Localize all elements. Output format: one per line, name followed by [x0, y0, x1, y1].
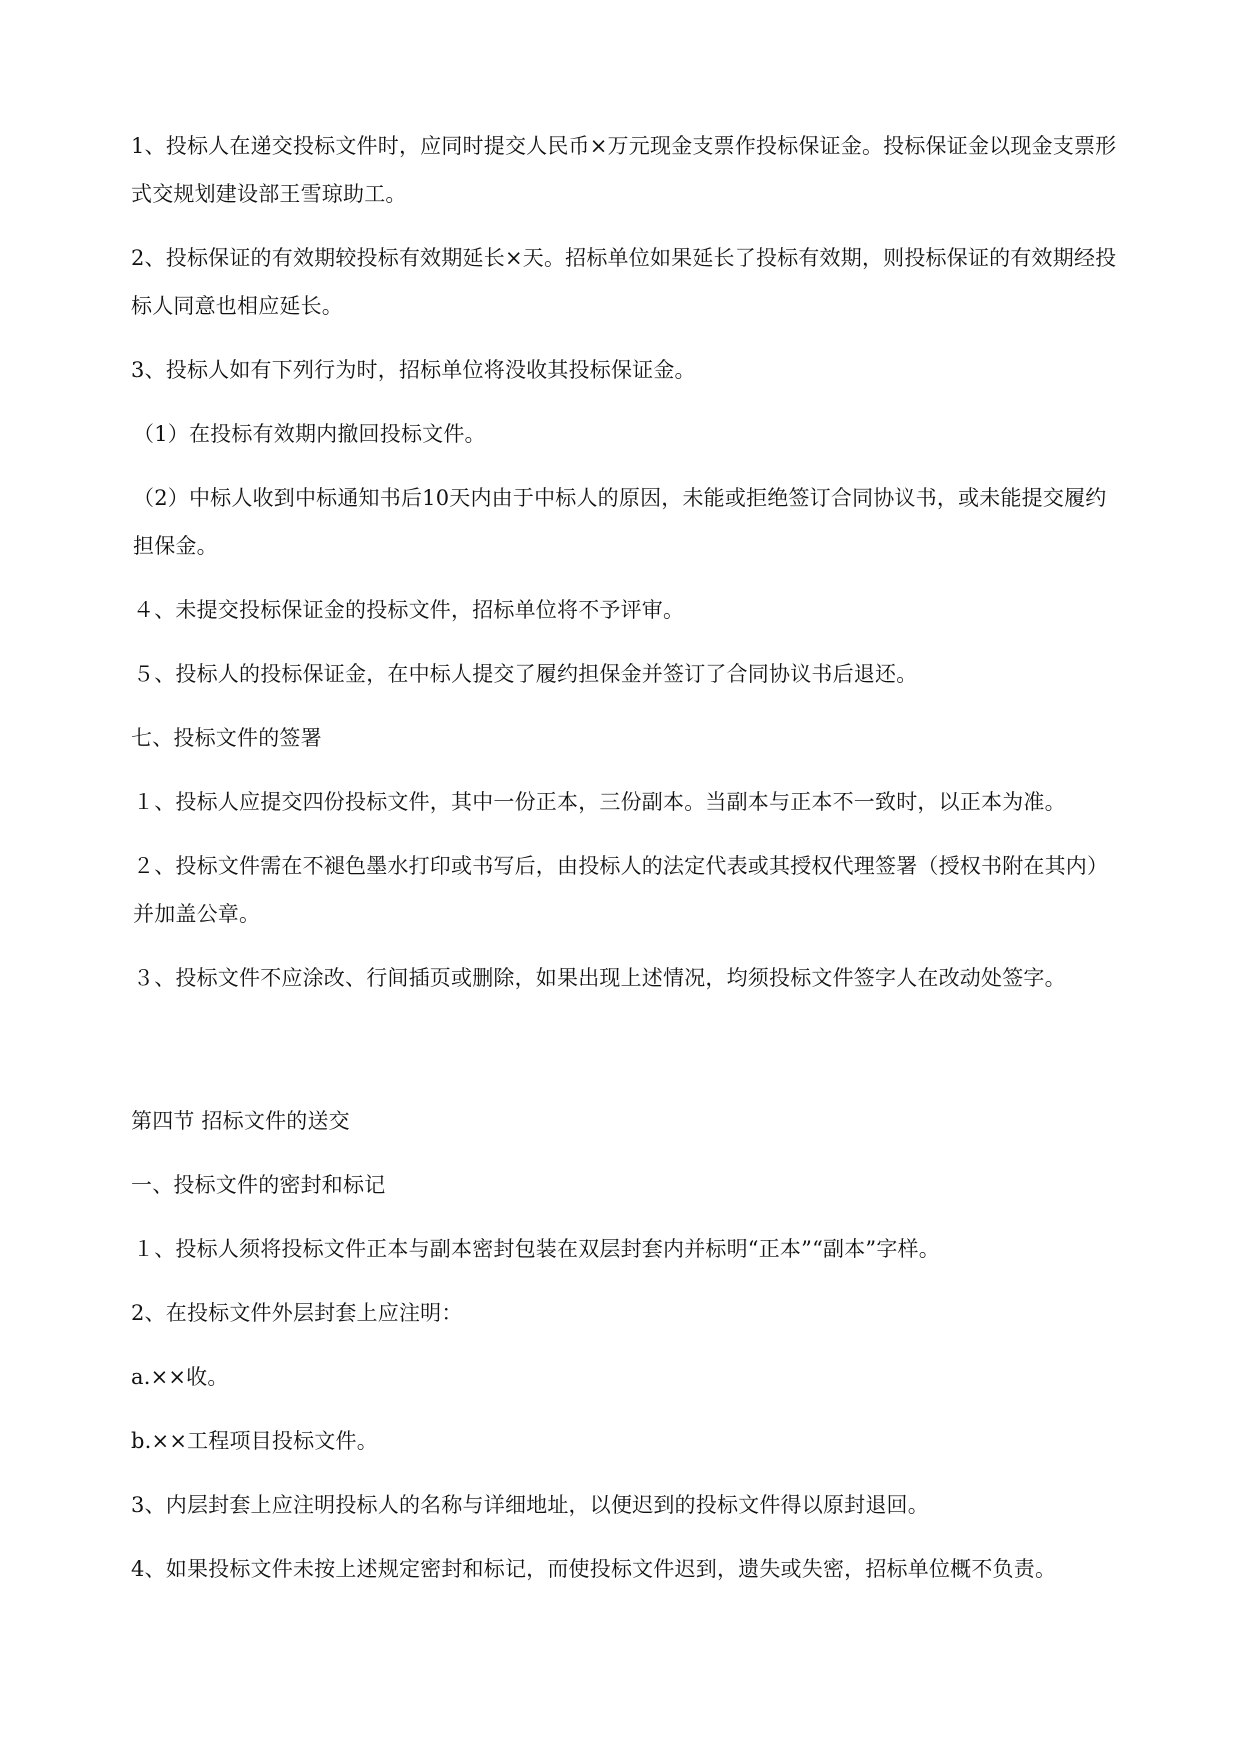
paragraph-outer-envelope: 2、在投标文件外层封套上应注明： [131, 1301, 463, 1325]
section-heading-signing: 七、投标文件的签署 [131, 726, 322, 750]
list-item-a: a.××收。 [131, 1365, 229, 1389]
paragraph-deposit-validity: 2、投标保证的有效期较投标有效期延长×天。招标单位如果延长了投标有效期，则投标保证的有效期经投标人同意也相应延长。 [131, 246, 1117, 318]
paragraph-signature: ２、投标文件需在不褪色墨水打印或书写后，由投标人的法定代表或其授权代理签署（授权书附在其内）并加盖公章。 [133, 854, 1109, 926]
list-item-b: b.××工程项目投标文件。 [131, 1429, 378, 1453]
subsection-heading-sealing: 一、投标文件的密封和标记 [131, 1173, 386, 1197]
paragraph-condition-2: （2）中标人收到中标通知书后10天内由于中标人的原因，未能或拒绝签订合同协议书，或未能提交履约担保金。 [133, 486, 1107, 558]
paragraph-condition-1: （1）在投标有效期内撤回投标文件。 [133, 422, 486, 446]
paragraph-deposit-submission: 1、投标人在递交投标文件时，应同时提交人民币×万元现金支票作投标保证金。投标保证金以现金支票形式交规划建设部王雪琼助工。 [131, 134, 1117, 206]
paragraph-inner-envelope: 3、内层封套上应注明投标人的名称与详细地址，以便迟到的投标文件得以原封退回。 [131, 1493, 929, 1517]
paragraph-no-deposit: ４、未提交投标保证金的投标文件，招标单位将不予评审。 [133, 598, 685, 622]
section-heading-delivery: 第四节 招标文件的送交 [131, 1109, 350, 1133]
paragraph-double-envelope: １、投标人须将投标文件正本与副本密封包装在双层封套内并标明“正本”“副本”字样。 [133, 1237, 940, 1261]
paragraph-forfeiture-conditions: 3、投标人如有下列行为时，招标单位将没收其投标保证金。 [131, 358, 696, 382]
paragraph-no-alteration: ３、投标文件不应涂改、行间插页或删除，如果出现上述情况，均须投标文件签字人在改动处签字。 [133, 966, 1066, 990]
paragraph-deposit-return: ５、投标人的投标保证金，在中标人提交了履约担保金并签订了合同协议书后退还。 [133, 662, 918, 686]
paragraph-copies: １、投标人应提交四份投标文件，其中一份正本，三份副本。当副本与正本不一致时，以正本为准。 [133, 790, 1066, 814]
paragraph-disclaimer: 4、如果投标文件未按上述规定密封和标记，而使投标文件迟到，遗失或失密，招标单位概不负责。 [131, 1557, 1057, 1581]
